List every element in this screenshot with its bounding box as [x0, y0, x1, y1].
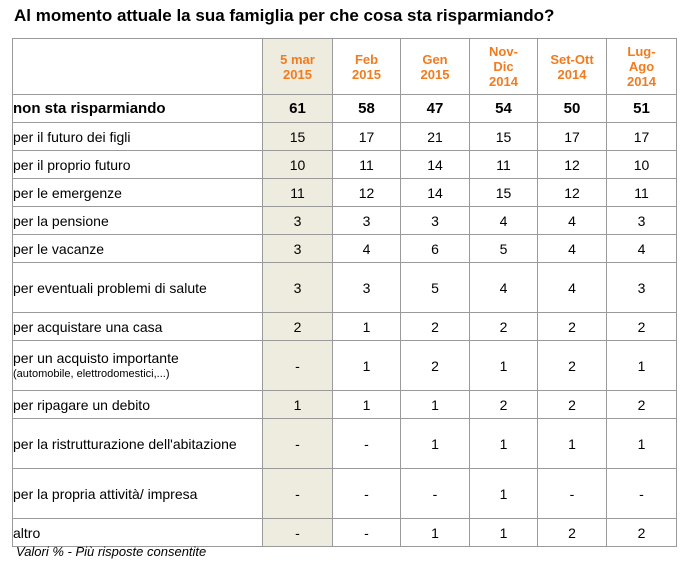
- value-cell: 21: [401, 123, 470, 151]
- value-cell: -: [401, 469, 470, 519]
- row-label-text: per la propria attività/ impresa: [13, 485, 198, 502]
- value-cell: 2: [538, 341, 607, 391]
- row-label: [13, 263, 263, 313]
- table-row: [13, 123, 677, 151]
- value-cell: 1: [607, 419, 677, 469]
- column-header-novdic2014: Nov- Dic 2014: [470, 39, 538, 95]
- table-row: [13, 391, 677, 419]
- row-label-text: per un acquisto importante: [13, 349, 179, 366]
- row-label-text: non sta risparmiando: [13, 99, 166, 117]
- row-label: [13, 123, 263, 151]
- value-cell: 3: [333, 263, 401, 313]
- value-cell: 2: [401, 341, 470, 391]
- table-row: [13, 235, 677, 263]
- value-cell: 1: [470, 341, 538, 391]
- value-cell: 12: [333, 179, 401, 207]
- value-cell: 3: [333, 207, 401, 235]
- table-title: Al momento attuale la sua famiglia per che cosa sta risparmiando?: [14, 6, 555, 25]
- row-label: [13, 519, 263, 547]
- row-label-text: per il futuro dei figli: [13, 128, 131, 145]
- value-cell: -: [333, 469, 401, 519]
- value-cell: 12: [538, 151, 607, 179]
- column-header-setott2014: Set-Ott 2014: [538, 39, 607, 95]
- value-cell: 15: [470, 123, 538, 151]
- value-cell: 10: [263, 151, 333, 179]
- value-cell: 54: [470, 95, 538, 123]
- value-cell: -: [263, 519, 333, 547]
- value-cell: 5: [401, 263, 470, 313]
- value-cell: 3: [263, 207, 333, 235]
- value-cell: 3: [607, 207, 677, 235]
- value-cell: 4: [607, 235, 677, 263]
- value-cell: 15: [263, 123, 333, 151]
- value-cell: 4: [538, 235, 607, 263]
- value-cell: 1: [401, 419, 470, 469]
- value-cell: 4: [538, 263, 607, 313]
- value-cell: 4: [538, 207, 607, 235]
- value-cell: 2: [470, 391, 538, 419]
- value-cell: 11: [607, 179, 677, 207]
- value-cell: 1: [333, 313, 401, 341]
- value-cell: -: [263, 341, 333, 391]
- value-cell: 61: [263, 95, 333, 123]
- value-cell: 1: [470, 469, 538, 519]
- row-label-text: per il proprio futuro: [13, 156, 131, 173]
- row-label-text: altro: [13, 524, 41, 541]
- row-label-text: per le vacanze: [13, 240, 105, 257]
- row-sublabel-text: (automobile, elettrodomestici,...): [13, 367, 170, 380]
- row-label-text: per ripagare un debito: [13, 396, 150, 413]
- value-cell: 4: [470, 263, 538, 313]
- value-cell: 2: [607, 391, 677, 419]
- value-cell: 51: [607, 95, 677, 123]
- value-cell: 15: [470, 179, 538, 207]
- row-label: [13, 419, 263, 469]
- table-row: [13, 419, 677, 469]
- value-cell: 3: [401, 207, 470, 235]
- table-row: [13, 263, 677, 313]
- value-cell: -: [333, 519, 401, 547]
- row-label: [13, 235, 263, 263]
- value-cell: 1: [333, 341, 401, 391]
- value-cell: 17: [607, 123, 677, 151]
- table-row: [13, 313, 677, 341]
- row-label: [13, 151, 263, 179]
- value-cell: 3: [607, 263, 677, 313]
- row-label-text: per eventuali problemi di salute: [13, 279, 207, 296]
- table-row: [13, 151, 677, 179]
- value-cell: -: [263, 469, 333, 519]
- row-label: [13, 207, 263, 235]
- row-label: [13, 95, 263, 123]
- value-cell: 1: [470, 519, 538, 547]
- table-row: [13, 207, 677, 235]
- value-cell: 50: [538, 95, 607, 123]
- value-cell: 1: [470, 419, 538, 469]
- value-cell: 1: [333, 391, 401, 419]
- value-cell: 1: [401, 519, 470, 547]
- header-row: [13, 39, 677, 95]
- column-header-5mar2015: 5 mar 2015: [263, 39, 333, 95]
- value-cell: 1: [263, 391, 333, 419]
- value-cell: 1: [607, 341, 677, 391]
- table-row: [13, 341, 677, 391]
- value-cell: 17: [538, 123, 607, 151]
- value-cell: 3: [263, 235, 333, 263]
- value-cell: 11: [333, 151, 401, 179]
- value-cell: 2: [607, 519, 677, 547]
- table-row: [13, 469, 677, 519]
- value-cell: 11: [263, 179, 333, 207]
- value-cell: -: [263, 419, 333, 469]
- value-cell: 2: [538, 519, 607, 547]
- value-cell: 11: [470, 151, 538, 179]
- footnote: Valori % - Più risposte consentite: [16, 544, 207, 559]
- value-cell: 10: [607, 151, 677, 179]
- column-header-lugago2014: Lug- Ago 2014: [607, 39, 677, 95]
- survey-table: [12, 38, 677, 547]
- value-cell: 2: [538, 313, 607, 341]
- value-cell: 14: [401, 179, 470, 207]
- value-cell: -: [607, 469, 677, 519]
- value-cell: 6: [401, 235, 470, 263]
- row-label: [13, 341, 263, 391]
- row-label: [13, 313, 263, 341]
- value-cell: 12: [538, 179, 607, 207]
- value-cell: 1: [401, 391, 470, 419]
- row-label: [13, 469, 263, 519]
- value-cell: 2: [470, 313, 538, 341]
- value-cell: -: [538, 469, 607, 519]
- value-cell: 17: [333, 123, 401, 151]
- row-label: [13, 179, 263, 207]
- table-row: [13, 519, 677, 547]
- column-header-gen2015: Gen 2015: [401, 39, 470, 95]
- value-cell: 1: [538, 419, 607, 469]
- row-label: [13, 391, 263, 419]
- table-row: [13, 179, 677, 207]
- value-cell: 5: [470, 235, 538, 263]
- value-cell: 2: [263, 313, 333, 341]
- row-label-text: per la ristrutturazione dell'abitazione: [13, 435, 237, 452]
- value-cell: 58: [333, 95, 401, 123]
- value-cell: 4: [470, 207, 538, 235]
- header-blank-cell: [13, 39, 263, 95]
- row-label-text: per le emergenze: [13, 184, 122, 201]
- value-cell: -: [333, 419, 401, 469]
- row-label-text: per acquistare una casa: [13, 318, 163, 335]
- column-header-feb2015: Feb 2015: [333, 39, 401, 95]
- row-label-text: per la pensione: [13, 212, 109, 229]
- value-cell: 3: [263, 263, 333, 313]
- table-row: [13, 95, 677, 123]
- value-cell: 14: [401, 151, 470, 179]
- value-cell: 2: [401, 313, 470, 341]
- value-cell: 2: [538, 391, 607, 419]
- value-cell: 2: [607, 313, 677, 341]
- value-cell: 47: [401, 95, 470, 123]
- value-cell: 4: [333, 235, 401, 263]
